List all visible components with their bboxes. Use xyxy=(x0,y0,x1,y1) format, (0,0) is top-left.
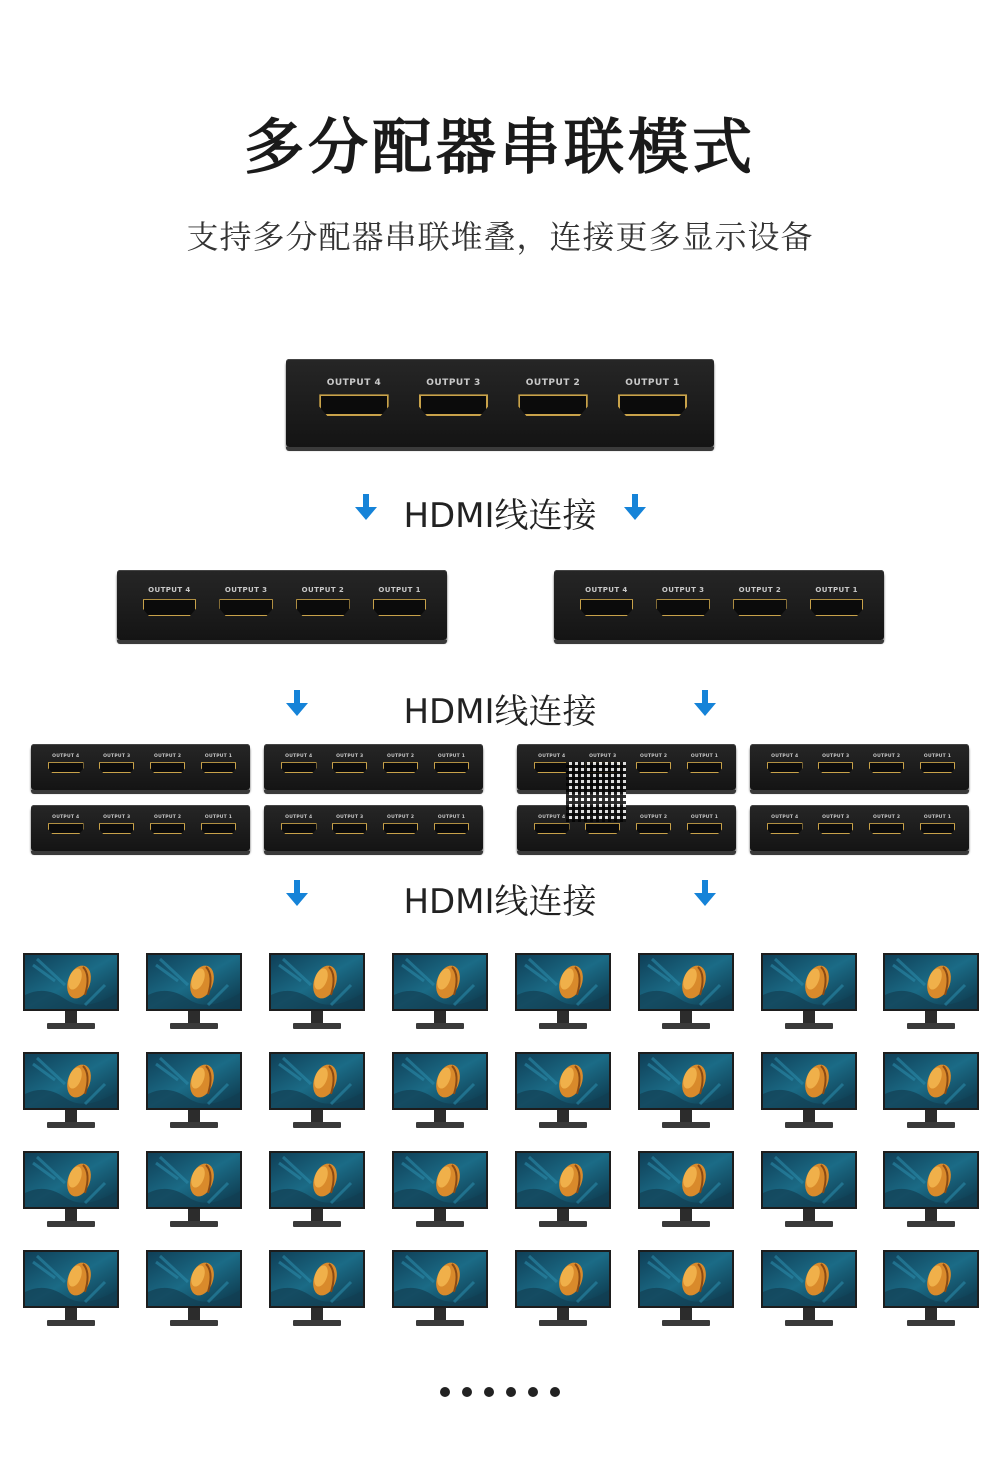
hdmi-port-icon xyxy=(48,762,83,773)
monitor-stand xyxy=(434,1110,446,1122)
hdmi-port-icon xyxy=(48,823,83,834)
monitor-stand xyxy=(311,1308,323,1320)
output-port-label: OUTPUT 1 xyxy=(378,585,421,595)
pagination-dot xyxy=(506,1387,516,1397)
monitor-icon xyxy=(146,1052,242,1130)
monitor-base xyxy=(662,1122,710,1128)
hdmi-splitter xyxy=(750,805,969,851)
monitor-base xyxy=(539,1023,587,1029)
monitor-icon xyxy=(146,953,242,1031)
hdmi-port-icon xyxy=(687,823,722,834)
output-port xyxy=(44,754,87,773)
hdmi-splitter xyxy=(750,744,969,790)
monitor-base xyxy=(47,1023,95,1029)
hdmi-connection-label: HDMI线连接 xyxy=(403,496,597,536)
hdmi-port-icon xyxy=(373,599,426,616)
output-port xyxy=(804,585,869,616)
monitor-icon xyxy=(515,1151,611,1229)
monitor-icon xyxy=(23,953,119,1031)
output-port xyxy=(610,378,695,416)
hdmi-splitter xyxy=(286,359,714,447)
output-port xyxy=(277,754,320,773)
output-port xyxy=(916,754,959,773)
hdmi-port-icon xyxy=(534,823,569,834)
monitor-base xyxy=(907,1122,955,1128)
output-port-label: OUTPUT 3 xyxy=(589,754,617,760)
monitor-base xyxy=(170,1320,218,1326)
output-port-label: OUTPUT 3 xyxy=(822,754,850,760)
output-port-label: OUTPUT 4 xyxy=(285,815,313,821)
monitor-base xyxy=(293,1320,341,1326)
monitor-icon xyxy=(23,1052,119,1130)
output-port xyxy=(44,815,87,834)
output-port-label: OUTPUT 4 xyxy=(285,754,313,760)
hdmi-connection-label: HDMI线连接 xyxy=(403,882,597,922)
hdmi-splitter xyxy=(117,570,447,640)
monitor-stand xyxy=(188,1110,200,1122)
monitor-stand xyxy=(65,1209,77,1221)
pagination-dot xyxy=(484,1387,494,1397)
monitor-stand xyxy=(188,1011,200,1023)
monitor-base xyxy=(785,1122,833,1128)
monitor-base xyxy=(785,1023,833,1029)
output-port xyxy=(137,585,202,616)
hdmi-port-icon xyxy=(419,394,488,416)
monitor-screen xyxy=(23,1052,119,1110)
monitor-stand xyxy=(434,1011,446,1023)
hdmi-port-icon xyxy=(518,394,587,416)
monitor-icon xyxy=(761,1151,857,1229)
hdmi-port-icon xyxy=(99,762,134,773)
output-port-label: OUTPUT 2 xyxy=(640,815,668,821)
output-port-label: OUTPUT 1 xyxy=(204,754,233,760)
monitor-screen xyxy=(515,1052,611,1110)
monitor-base xyxy=(662,1320,710,1326)
monitor-screen xyxy=(23,1151,119,1209)
monitor-icon xyxy=(392,1151,488,1229)
monitor-stand xyxy=(803,1110,815,1122)
hdmi-port-icon xyxy=(687,762,722,773)
monitor-stand xyxy=(680,1110,692,1122)
monitor-base xyxy=(416,1320,464,1326)
pagination-dot xyxy=(462,1387,472,1397)
monitor-screen xyxy=(883,1151,979,1209)
output-port-label: OUTPUT 3 xyxy=(103,754,131,760)
monitor-base xyxy=(539,1122,587,1128)
output-port-label: OUTPUT 2 xyxy=(387,754,415,760)
monitor-screen xyxy=(883,953,979,1011)
monitor-icon xyxy=(883,1151,979,1229)
output-port xyxy=(312,378,397,416)
hdmi-port-icon xyxy=(920,762,955,773)
monitor-screen xyxy=(146,1250,242,1308)
output-port-label: OUTPUT 4 xyxy=(771,754,799,760)
output-port xyxy=(328,754,371,773)
output-port-label: OUTPUT 1 xyxy=(923,754,952,760)
monitor-base xyxy=(416,1122,464,1128)
monitor-screen xyxy=(761,1151,857,1209)
monitor-icon xyxy=(515,1052,611,1130)
monitor-stand xyxy=(680,1011,692,1023)
monitor-stand xyxy=(925,1110,937,1122)
monitor-base xyxy=(47,1320,95,1326)
monitor-base xyxy=(785,1320,833,1326)
monitor-stand xyxy=(680,1308,692,1320)
hdmi-port-icon xyxy=(332,762,367,773)
output-port xyxy=(379,815,422,834)
output-port-label: OUTPUT 2 xyxy=(873,754,901,760)
monitor-icon xyxy=(392,1250,488,1328)
monitor-base xyxy=(539,1320,587,1326)
monitor-base xyxy=(416,1221,464,1227)
monitor-base xyxy=(785,1221,833,1227)
monitor-screen xyxy=(638,1052,734,1110)
output-port-label: OUTPUT 2 xyxy=(301,585,345,595)
hdmi-splitter xyxy=(31,744,250,790)
output-port-label: OUTPUT 4 xyxy=(326,378,382,389)
monitor-screen xyxy=(638,953,734,1011)
output-port-label: OUTPUT 3 xyxy=(224,585,268,595)
hdmi-port-icon xyxy=(332,823,367,834)
monitor-base xyxy=(907,1023,955,1029)
hdmi-port-icon xyxy=(201,762,236,773)
monitor-base xyxy=(293,1122,341,1128)
output-port-label: OUTPUT 1 xyxy=(437,815,466,821)
output-port-label: OUTPUT 4 xyxy=(538,815,566,821)
monitor-base xyxy=(907,1221,955,1227)
output-port-label: OUTPUT 2 xyxy=(873,815,901,821)
output-port-label: OUTPUT 2 xyxy=(525,378,581,389)
monitor-stand xyxy=(65,1308,77,1320)
output-port-label: OUTPUT 4 xyxy=(771,815,799,821)
hdmi-splitter xyxy=(517,805,736,851)
monitor-base xyxy=(662,1023,710,1029)
output-port-label: OUTPUT 4 xyxy=(52,754,80,760)
hdmi-port-icon xyxy=(383,762,418,773)
monitor-icon xyxy=(392,953,488,1031)
hdmi-splitter xyxy=(554,570,884,640)
monitor-icon xyxy=(146,1151,242,1229)
monitor-stand xyxy=(65,1110,77,1122)
output-port xyxy=(814,815,857,834)
output-port-label: OUTPUT 3 xyxy=(661,585,705,595)
output-port-label: OUTPUT 3 xyxy=(336,815,364,821)
output-port xyxy=(865,815,908,834)
monitor-base xyxy=(170,1122,218,1128)
monitor-base xyxy=(170,1023,218,1029)
hdmi-port-icon xyxy=(818,823,853,834)
hdmi-port-icon xyxy=(869,762,904,773)
monitor-base xyxy=(47,1221,95,1227)
hdmi-port-icon xyxy=(733,599,786,616)
monitor-screen xyxy=(638,1151,734,1209)
monitor-base xyxy=(907,1320,955,1326)
monitor-screen xyxy=(23,953,119,1011)
monitor-screen xyxy=(23,1250,119,1308)
monitor-stand xyxy=(925,1011,937,1023)
monitor-stand xyxy=(925,1308,937,1320)
monitor-screen xyxy=(761,1250,857,1308)
output-port xyxy=(197,754,240,773)
monitor-icon xyxy=(515,1250,611,1328)
monitor-screen xyxy=(515,953,611,1011)
monitor-icon xyxy=(392,1052,488,1130)
hdmi-port-icon xyxy=(319,394,388,416)
monitor-icon xyxy=(638,953,734,1031)
monitor-screen xyxy=(269,1052,365,1110)
monitor-stand xyxy=(65,1011,77,1023)
output-port xyxy=(277,815,320,834)
output-port xyxy=(763,815,806,834)
monitor-base xyxy=(662,1221,710,1227)
output-port xyxy=(328,815,371,834)
pagination-dot xyxy=(528,1387,538,1397)
monitor-base xyxy=(293,1221,341,1227)
monitor-screen xyxy=(392,953,488,1011)
output-port-label: OUTPUT 4 xyxy=(52,815,80,821)
hdmi-port-icon xyxy=(150,823,185,834)
hdmi-splitter xyxy=(264,805,483,851)
monitor-screen xyxy=(392,1250,488,1308)
output-port-label: OUTPUT 2 xyxy=(387,815,415,821)
monitor-base xyxy=(170,1221,218,1227)
output-port xyxy=(214,585,279,616)
monitor-icon xyxy=(761,1052,857,1130)
output-port xyxy=(197,815,240,834)
monitor-screen xyxy=(883,1250,979,1308)
hdmi-port-icon xyxy=(810,599,863,616)
monitor-stand xyxy=(557,1110,569,1122)
output-port xyxy=(727,585,792,616)
monitor-base xyxy=(293,1023,341,1029)
monitor-screen xyxy=(146,953,242,1011)
monitor-screen xyxy=(638,1250,734,1308)
output-port xyxy=(290,585,355,616)
output-port-label: OUTPUT 3 xyxy=(103,815,131,821)
output-port-label: OUTPUT 1 xyxy=(437,754,466,760)
monitor-screen xyxy=(269,1151,365,1209)
hdmi-port-icon xyxy=(818,762,853,773)
hdmi-port-icon xyxy=(201,823,236,834)
output-port-label: OUTPUT 4 xyxy=(148,585,191,595)
output-port xyxy=(367,585,432,616)
output-port-label: OUTPUT 2 xyxy=(640,754,668,760)
monitor-stand xyxy=(311,1209,323,1221)
monitor-screen xyxy=(761,953,857,1011)
monitor-base xyxy=(47,1122,95,1128)
output-port-label: OUTPUT 1 xyxy=(923,815,952,821)
monitor-stand xyxy=(803,1011,815,1023)
output-port-label: OUTPUT 1 xyxy=(204,815,233,821)
monitor-stand xyxy=(434,1209,446,1221)
output-port-label: OUTPUT 4 xyxy=(585,585,628,595)
monitor-screen xyxy=(515,1151,611,1209)
monitor-stand xyxy=(803,1308,815,1320)
monitor-icon xyxy=(638,1250,734,1328)
output-port xyxy=(916,815,959,834)
monitor-icon xyxy=(269,1151,365,1229)
page-subtitle: 支持多分配器串联堆叠，连接更多显示设备 xyxy=(186,218,814,256)
monitor-stand xyxy=(925,1209,937,1221)
pagination-dot xyxy=(550,1387,560,1397)
hdmi-port-icon xyxy=(534,762,569,773)
output-port xyxy=(865,754,908,773)
monitor-screen xyxy=(515,1250,611,1308)
hdmi-port-icon xyxy=(869,823,904,834)
monitor-icon xyxy=(761,1250,857,1328)
output-port-label: OUTPUT 2 xyxy=(738,585,782,595)
output-port-label: OUTPUT 2 xyxy=(154,815,182,821)
hdmi-splitter xyxy=(517,744,736,790)
page-title: 多分配器串联模式 xyxy=(244,113,756,183)
output-port xyxy=(651,585,716,616)
hdmi-splitter xyxy=(31,805,250,851)
output-port xyxy=(511,378,596,416)
hdmi-port-icon xyxy=(920,823,955,834)
hdmi-port-icon xyxy=(281,823,316,834)
monitor-screen xyxy=(392,1151,488,1209)
monitor-stand xyxy=(803,1209,815,1221)
monitor-screen xyxy=(761,1052,857,1110)
monitor-icon xyxy=(761,953,857,1031)
output-port xyxy=(683,754,726,773)
monitor-icon xyxy=(883,1250,979,1328)
output-port xyxy=(146,815,189,834)
output-port xyxy=(146,754,189,773)
hdmi-splitter xyxy=(264,744,483,790)
output-port xyxy=(411,378,496,416)
hdmi-port-icon xyxy=(580,599,633,616)
monitor-screen xyxy=(146,1052,242,1110)
output-port xyxy=(574,585,639,616)
hdmi-port-icon xyxy=(383,823,418,834)
monitor-stand xyxy=(188,1209,200,1221)
monitor-screen xyxy=(269,953,365,1011)
monitor-stand xyxy=(188,1308,200,1320)
output-port xyxy=(763,754,806,773)
hdmi-port-icon xyxy=(150,762,185,773)
output-port xyxy=(379,754,422,773)
monitor-stand xyxy=(680,1209,692,1221)
monitor-icon xyxy=(883,953,979,1031)
output-port xyxy=(95,815,138,834)
monitor-screen xyxy=(392,1052,488,1110)
hdmi-port-icon xyxy=(585,823,620,834)
hdmi-port-icon xyxy=(143,599,196,616)
hdmi-port-icon xyxy=(636,762,671,773)
hdmi-port-icon xyxy=(767,762,802,773)
monitor-icon xyxy=(269,953,365,1031)
monitor-icon xyxy=(515,953,611,1031)
output-port-label: OUTPUT 1 xyxy=(815,585,858,595)
monitor-stand xyxy=(557,1209,569,1221)
hdmi-port-icon xyxy=(434,823,469,834)
output-port xyxy=(430,815,473,834)
hdmi-port-icon xyxy=(281,762,316,773)
output-port-label: OUTPUT 3 xyxy=(426,378,481,389)
monitor-stand xyxy=(557,1011,569,1023)
monitor-stand xyxy=(311,1110,323,1122)
monitor-stand xyxy=(557,1308,569,1320)
monitor-icon xyxy=(269,1250,365,1328)
monitor-screen xyxy=(146,1151,242,1209)
monitor-icon xyxy=(23,1151,119,1229)
output-port-label: OUTPUT 3 xyxy=(822,815,850,821)
monitor-stand xyxy=(311,1011,323,1023)
output-port xyxy=(95,754,138,773)
monitor-icon xyxy=(638,1052,734,1130)
output-port xyxy=(430,754,473,773)
output-port-label: OUTPUT 4 xyxy=(538,754,566,760)
monitor-base xyxy=(539,1221,587,1227)
hdmi-port-icon xyxy=(656,599,709,616)
output-port xyxy=(632,815,675,834)
output-port-label: OUTPUT 1 xyxy=(625,378,680,389)
output-port-label: OUTPUT 1 xyxy=(690,815,719,821)
monitor-screen xyxy=(883,1052,979,1110)
output-port xyxy=(814,754,857,773)
hdmi-port-icon xyxy=(219,599,272,616)
output-port xyxy=(683,815,726,834)
monitor-icon xyxy=(883,1052,979,1130)
hdmi-connection-label: HDMI线连接 xyxy=(403,692,597,732)
hdmi-port-icon xyxy=(296,599,349,616)
monitor-icon xyxy=(146,1250,242,1328)
hdmi-port-icon xyxy=(99,823,134,834)
output-port xyxy=(632,754,675,773)
hdmi-port-icon xyxy=(434,762,469,773)
hdmi-port-icon xyxy=(618,394,687,416)
hdmi-port-icon xyxy=(636,823,671,834)
qr-code-watermark xyxy=(566,762,626,822)
monitor-screen xyxy=(269,1250,365,1308)
output-port-label: OUTPUT 1 xyxy=(690,754,719,760)
monitor-base xyxy=(416,1023,464,1029)
monitor-icon xyxy=(269,1052,365,1130)
monitor-icon xyxy=(23,1250,119,1328)
pagination-dot xyxy=(440,1387,450,1397)
pagination-dots xyxy=(0,1382,1000,1401)
hdmi-port-icon xyxy=(767,823,802,834)
output-port-label: OUTPUT 3 xyxy=(336,754,364,760)
monitor-icon xyxy=(638,1151,734,1229)
output-port-label: OUTPUT 2 xyxy=(154,754,182,760)
monitor-stand xyxy=(434,1308,446,1320)
